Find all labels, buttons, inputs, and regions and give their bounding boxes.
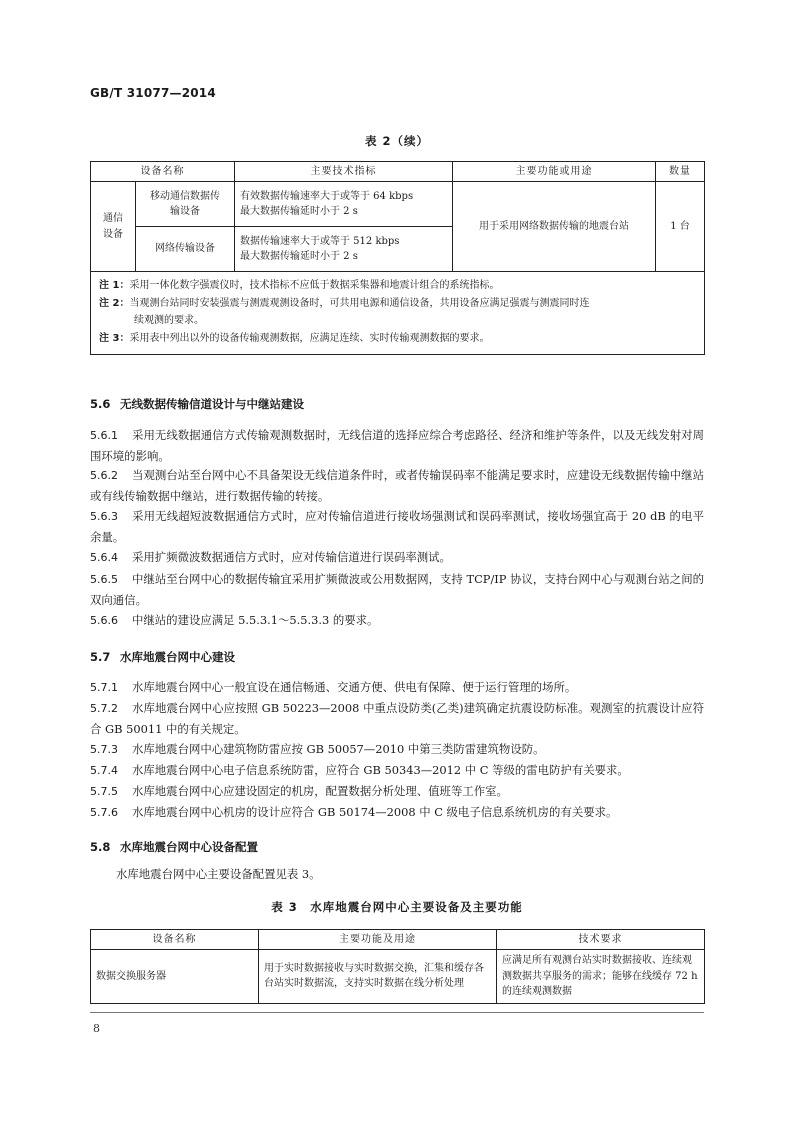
clause-number: 5.7.5 — [90, 785, 118, 798]
clause-number: 5.6.4 — [90, 551, 118, 564]
table2-notes-row — [91, 272, 705, 355]
table2-header-spec: 主要技术指标 — [235, 162, 453, 182]
table3-header-function: 主要功能及用途 — [259, 930, 497, 950]
section-5-7-heading — [90, 649, 235, 665]
standard-code: GB/T 31077—2014 — [90, 86, 216, 100]
table3-caption: 表 3 水库地震台网中心主要设备及主要功能 — [271, 900, 523, 914]
clause-text: 中继站至台网中心的数据传输宜采用扩频微波或公用数据网，支持 TCP/IP 协议，支持台网中心与观测台站之间的双向通信。 — [90, 572, 704, 607]
clause-number: 5.7.4 — [90, 764, 118, 777]
quantity-cell: 1 台 — [656, 182, 705, 272]
clause-text: 采用扩频微波数据通信方式时，应对传输信道进行误码率测试。 — [132, 550, 451, 564]
note-text: 采用表中列出以外的设备传输观测数据，应满足连续、实时传输观测数据的要求。 — [129, 332, 490, 344]
clause-text: 中继站的建设应满足 5.5.3.1～5.5.3.3 的要求。 — [132, 613, 379, 627]
clause-5-7-6 — [90, 802, 704, 823]
clause-5-6-2 — [90, 465, 704, 506]
spec-line: 最大数据传输延时小于 2 s — [240, 251, 358, 262]
section-5-8-intro: 水库地震台网中心主要设备配置见表 3。 — [116, 867, 321, 881]
spec-line: 最大数据传输延时小于 2 s — [240, 206, 358, 217]
clause-number: 5.6.1 — [90, 429, 118, 442]
section-number: 5.7 — [90, 650, 111, 664]
clause-text: 水库地震台网中心建筑物防雷应按 GB 50057—2010 中第三类防雷建筑物设防。 — [132, 742, 545, 756]
table3 — [90, 929, 705, 1004]
function-cell: 用于采用网络数据传输的地震台站 — [453, 182, 656, 272]
table2-header-function: 主要功能或用途 — [453, 162, 656, 182]
device-name: 移动通信数据传输设备 — [136, 182, 235, 227]
device-spec — [235, 182, 453, 227]
note-label: 注 2： — [99, 297, 130, 309]
section-5-8-heading — [90, 839, 258, 855]
section-number: 5.8 — [90, 840, 111, 854]
table2 — [90, 161, 705, 355]
clause-text: 水库地震台网中心应按照 GB 50223—2008 中重点设防类(乙类)建筑确定抗震设防标准。观测室的抗震设计应符合 GB 50011 中的有关规定。 — [90, 701, 704, 736]
table-row — [91, 950, 705, 1004]
clause-text: 水库地震台网中心应建设固定的机房，配置数据分析处理、值班等工作室。 — [132, 784, 508, 798]
footer-rule — [90, 1012, 704, 1013]
clause-text: 当观测台站至台网中心不具备架设无线信道条件时，或者传输误码率不能满足要求时，应建设无线数据传输中继站或有线传输数据中继站，进行数据传输的转接。 — [90, 468, 704, 503]
clause-5-7-4 — [90, 760, 704, 781]
note-label: 注 1： — [99, 280, 130, 291]
clause-5-6-1 — [90, 425, 704, 466]
clause-5-7-1 — [90, 677, 704, 698]
clause-5-7-2 — [90, 698, 704, 739]
clause-number: 5.7.2 — [90, 702, 118, 715]
table2-notes — [91, 272, 705, 355]
section-title: 无线数据传输信道设计与中继站建设 — [120, 397, 304, 411]
device-spec — [235, 227, 453, 272]
clause-text: 水库地震台网中心机房的设计应符合 GB 50174—2008 中 C 级电子信息系统机房的有关要求。 — [132, 805, 618, 819]
clause-number: 5.6.6 — [90, 614, 118, 627]
device-name: 网络传输设备 — [136, 227, 235, 272]
clause-number: 5.7.1 — [90, 681, 118, 694]
clause-5-6-6 — [90, 610, 704, 631]
clause-text: 水库地震台网中心电子信息系统防雷，应符合 GB 50343—2012 中 C 等级的雷电防护有关要求。 — [132, 763, 629, 777]
table3-header-name: 设备名称 — [91, 930, 259, 950]
table2-caption: 表 2（续） — [364, 134, 429, 148]
clause-5-6-3 — [90, 506, 704, 547]
clause-text: 采用无线数据通信方式传输观测数据时，无线信道的选择应综合考虑路径、经济和维护等条件，以及无线发射对周围环境的影响。 — [90, 428, 704, 463]
clause-text: 采用无线超短波数据通信方式时，应对传输信道进行接收场强测试和误码率测试，接收场强宜高于 20 dB 的电平余量。 — [90, 509, 704, 544]
group-cell: 通信设备 — [91, 182, 136, 272]
spec-line: 数据传输速率大于或等于 512 kbps — [240, 235, 400, 247]
clause-text: 水库地震台网中心一般宜设在通信畅通、交通方便、供电有保障、便于运行管理的场所。 — [132, 680, 577, 694]
table2-header-quantity: 数量 — [656, 162, 705, 182]
page-number: 8 — [93, 1022, 100, 1035]
table3-header-requirement: 技术要求 — [497, 930, 705, 950]
clause-5-7-3 — [90, 739, 704, 760]
clause-5-6-4 — [90, 547, 704, 568]
clause-number: 5.6.3 — [90, 510, 118, 523]
device-function: 用于实时数据接收与实时数据交换，汇集和缓存各台站实时数据流，支持实时数据在线分析处理 — [259, 950, 497, 1004]
device-name: 数据交换服务器 — [91, 950, 259, 1004]
note-text: 当观测台站同时安装强震与测震观测设备时，可共用电源和通信设备，共用设备应满足强震与测震同时连 — [129, 297, 590, 309]
note-text: 采用一体化数字强震仪时，技术指标不应低于数据采集器和地震计组合的系统指标。 — [129, 280, 500, 291]
section-title: 水库地震台网中心设备配置 — [120, 840, 258, 854]
section-number: 5.6 — [90, 397, 111, 411]
table2-header-name: 设备名称 — [91, 162, 235, 182]
section-5-6-heading — [90, 396, 304, 412]
clause-number: 5.7.6 — [90, 806, 118, 819]
clause-number: 5.7.3 — [90, 743, 118, 756]
device-requirement: 应满足所有观测台站实时数据接收、连续观测数据共享服务的需求；能够在线缓存 72 h 的连续观测数据 — [497, 950, 705, 1004]
note-2 — [99, 296, 696, 312]
clause-5-6-5 — [90, 569, 704, 610]
note-3 — [99, 331, 696, 347]
clause-number: 5.6.5 — [90, 573, 118, 586]
table3-header-row — [91, 930, 705, 950]
clause-number: 5.6.2 — [90, 469, 118, 482]
clause-5-7-5 — [90, 781, 704, 802]
spec-line: 有效数据传输速率大于或等于 64 kbps — [240, 190, 414, 202]
note-2-continuation: 续观测的要求。 — [134, 315, 204, 326]
note-label: 注 3： — [99, 332, 130, 344]
section-title: 水库地震台网中心建设 — [120, 650, 235, 664]
table2-header-row — [91, 162, 705, 182]
note-1 — [99, 278, 696, 294]
table-row — [91, 182, 705, 227]
